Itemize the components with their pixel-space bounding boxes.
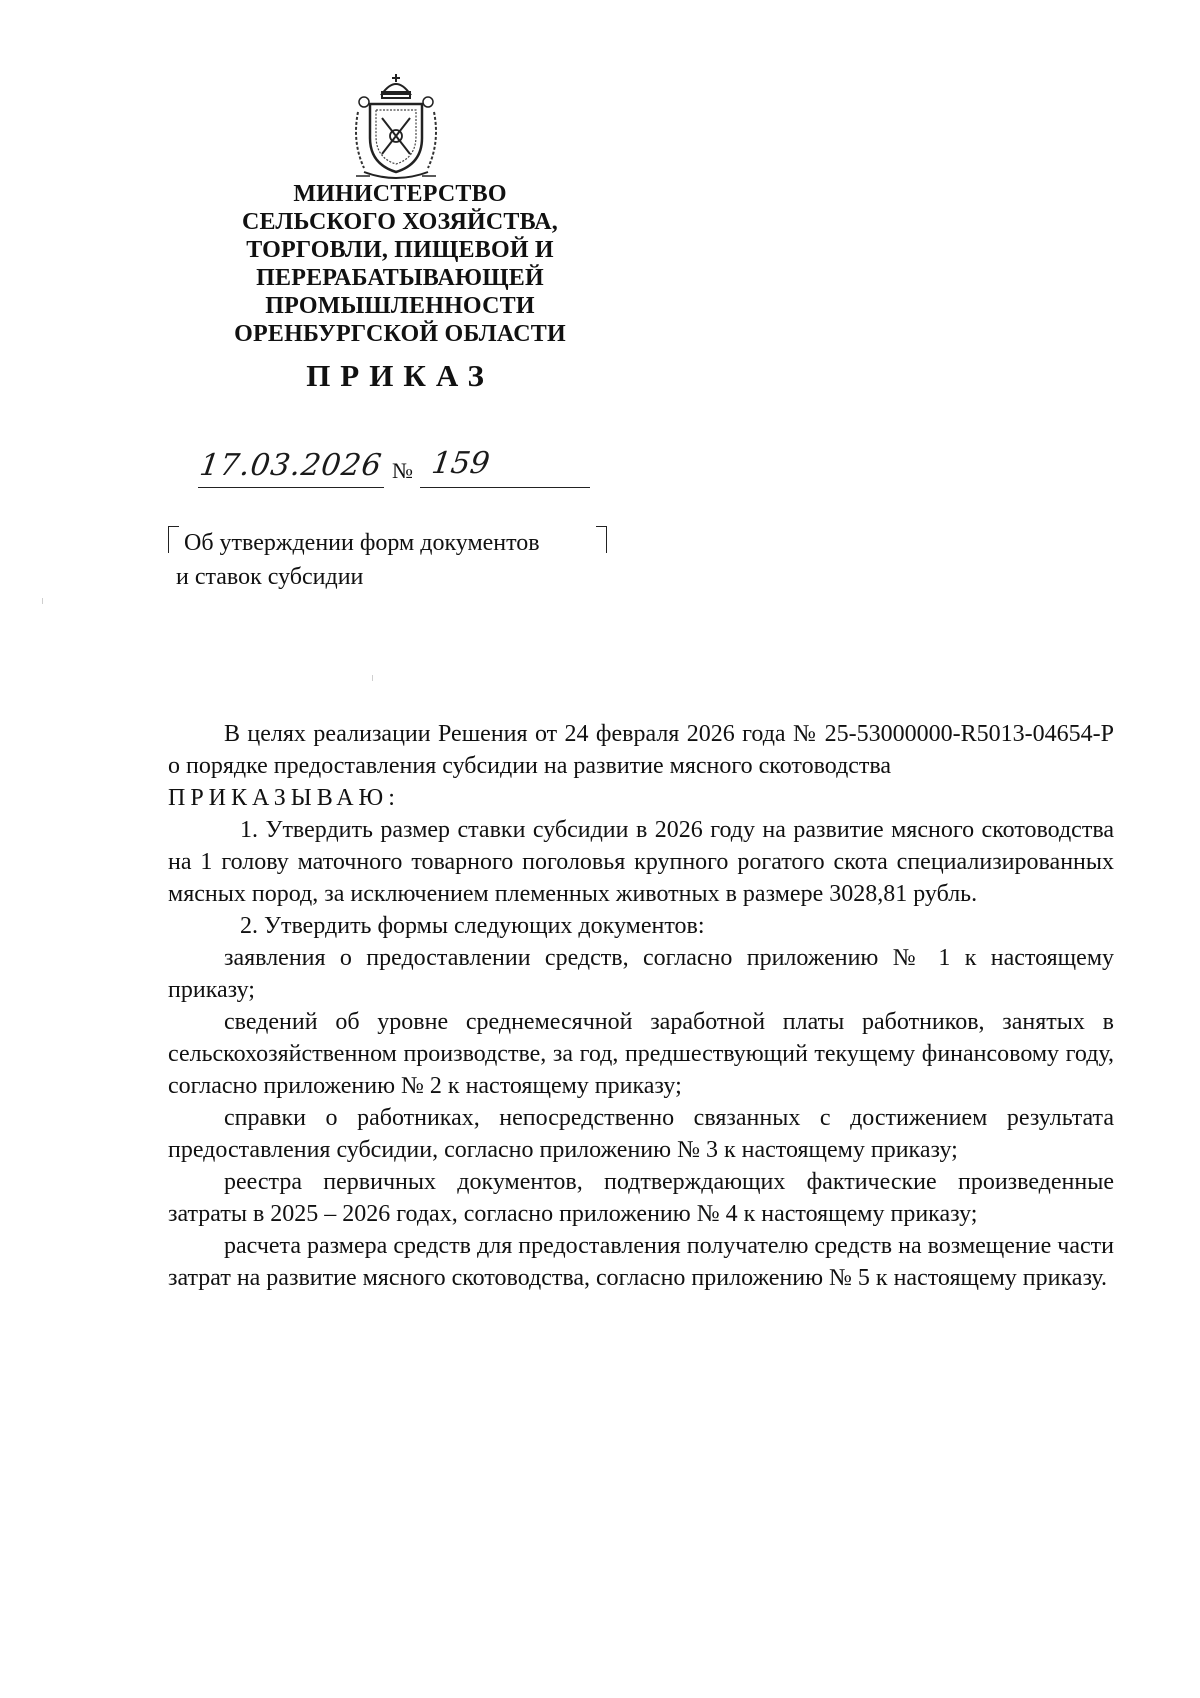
ministry-name (190, 180, 610, 348)
document-type-title: ПРИКАЗ (306, 358, 494, 393)
subject-line: Об утверждении форм документов (184, 530, 540, 556)
order-body (168, 718, 1114, 1294)
subject-line: и ставок субсидии (176, 564, 364, 590)
form-item: реестра первичных документов, подтверждающих фактические произведенные затраты в 2025 – 2026 годах, согласно приложению № 4 к настоящему приказу; (168, 1169, 1114, 1227)
preamble-paragraph: В целях реализации Решения от 24 февраля 2026 года № 25-53000000-R5013-04654-Р о порядке предоставления субсидии на развитие мясного скотоводства (168, 721, 1114, 779)
ministry-line: ПРОМЫШЛЕННОСТИ (265, 293, 535, 319)
ministry-line: СЕЛЬСКОГО ХОЗЯЙСТВА, (241, 209, 559, 235)
ministry-line: ТОРГОВЛИ, ПИЩЕВОЙ И (246, 237, 554, 263)
scan-speck (372, 675, 373, 681)
scan-speck (42, 598, 43, 604)
subject-block (170, 526, 610, 594)
ministry-line: МИНИСТЕРСТВО (293, 181, 507, 207)
item-2-paragraph: 2. Утвердить формы следующих документов: (240, 913, 705, 939)
form-item: расчета размера средств для предоставления получателю средств на возмещение части затрат на развитие мясного скотоводства, согласно приложению № 5 к настоящему приказу. (168, 1233, 1114, 1291)
ministry-line: ПЕРЕРАБАТЫВАЮЩЕЙ (256, 265, 544, 291)
number-sign: № (392, 458, 413, 483)
ministry-line: ОРЕНБУРГСКОЙ ОБЛАСТИ (234, 321, 566, 347)
form-item: сведений об уровне среднемесячной заработной платы работников, занятых в сельскохозяйственном производстве, за год, предшествующий текущему финансовому году, согласно приложению № 2 к настоящему приказу; (168, 1009, 1114, 1099)
coat-of-arms-emblem (350, 72, 442, 184)
item-1-paragraph: 1. Утвердить размер ставки субсидии в 2026 году на развитие мясного скотоводства на 1 голову маточного товарного поголовья крупного рогатого скота специализированных мясных пород, за исключением племенных животных в размере 3028,81 рубль. (168, 817, 1114, 907)
order-word: ПРИКАЗЫВАЮ: (168, 785, 400, 811)
handwritten-number: 159 (429, 446, 492, 481)
form-item: заявления о предоставлении средств, согласно приложению № 1 к настоящему приказу; (168, 945, 1114, 1003)
handwritten-date: 17.03.2026 (197, 448, 385, 483)
form-item: справки о работниках, непосредственно связанных с достижением результата предоставления субсидии, согласно приложению № 3 к настоящему приказу; (168, 1105, 1114, 1163)
